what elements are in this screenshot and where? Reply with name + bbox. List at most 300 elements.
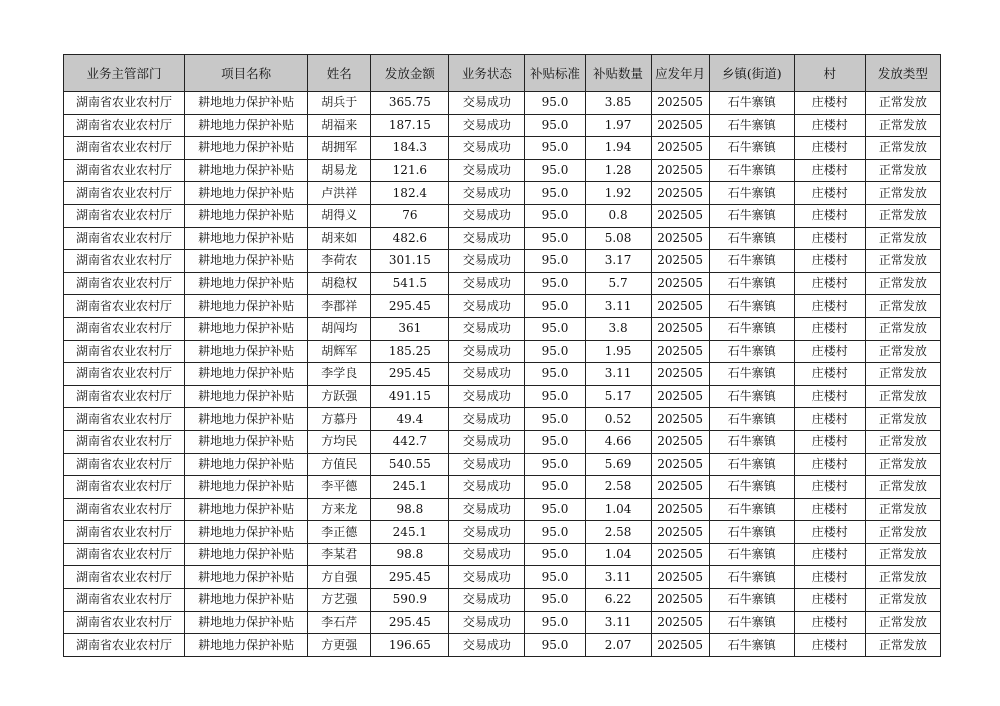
cell-township: 石牛寨镇 xyxy=(709,363,794,386)
cell-township: 石牛寨镇 xyxy=(709,272,794,295)
cell-standard: 95.0 xyxy=(525,137,585,160)
cell-status: 交易成功 xyxy=(449,363,525,386)
cell-status: 交易成功 xyxy=(449,204,525,227)
cell-type: 正常发放 xyxy=(865,453,940,476)
table-row xyxy=(64,137,941,160)
cell-township: 石牛寨镇 xyxy=(709,408,794,431)
cell-amount: 361 xyxy=(371,317,449,340)
col-header-quantity: 补贴数量 xyxy=(585,55,651,92)
cell-status: 交易成功 xyxy=(449,227,525,250)
cell-township: 石牛寨镇 xyxy=(709,137,794,160)
table-row xyxy=(64,363,941,386)
cell-quantity: 0.8 xyxy=(585,204,651,227)
cell-village: 庄楼村 xyxy=(794,543,865,566)
cell-quantity: 3.11 xyxy=(585,295,651,318)
cell-type: 正常发放 xyxy=(865,114,940,137)
cell-month: 202505 xyxy=(651,408,709,431)
cell-township: 石牛寨镇 xyxy=(709,634,794,657)
cell-name: 胡来如 xyxy=(308,227,371,250)
cell-department: 湖南省农业农村厅 xyxy=(64,430,185,453)
cell-name: 胡得义 xyxy=(308,204,371,227)
cell-name: 李某君 xyxy=(308,543,371,566)
table-row xyxy=(64,634,941,657)
cell-quantity: 2.58 xyxy=(585,521,651,544)
cell-project: 耕地地力保护补贴 xyxy=(185,295,308,318)
cell-township: 石牛寨镇 xyxy=(709,317,794,340)
table-row xyxy=(64,159,941,182)
cell-month: 202505 xyxy=(651,227,709,250)
cell-project: 耕地地力保护补贴 xyxy=(185,498,308,521)
cell-quantity: 3.11 xyxy=(585,363,651,386)
cell-village: 庄楼村 xyxy=(794,114,865,137)
cell-standard: 95.0 xyxy=(525,589,585,612)
cell-type: 正常发放 xyxy=(865,272,940,295)
cell-name: 方自强 xyxy=(308,566,371,589)
cell-village: 庄楼村 xyxy=(794,92,865,115)
cell-quantity: 1.92 xyxy=(585,182,651,205)
col-header-project: 项目名称 xyxy=(185,55,308,92)
cell-standard: 95.0 xyxy=(525,566,585,589)
cell-standard: 95.0 xyxy=(525,182,585,205)
cell-status: 交易成功 xyxy=(449,92,525,115)
cell-type: 正常发放 xyxy=(865,204,940,227)
cell-type: 正常发放 xyxy=(865,408,940,431)
cell-department: 湖南省农业农村厅 xyxy=(64,227,185,250)
cell-project: 耕地地力保护补贴 xyxy=(185,543,308,566)
cell-department: 湖南省农业农村厅 xyxy=(64,521,185,544)
col-header-department: 业务主管部门 xyxy=(64,55,185,92)
cell-department: 湖南省农业农村厅 xyxy=(64,543,185,566)
cell-project: 耕地地力保护补贴 xyxy=(185,182,308,205)
cell-quantity: 0.52 xyxy=(585,408,651,431)
cell-quantity: 3.11 xyxy=(585,611,651,634)
table-row xyxy=(64,317,941,340)
cell-month: 202505 xyxy=(651,430,709,453)
cell-department: 湖南省农业农村厅 xyxy=(64,272,185,295)
cell-department: 湖南省农业农村厅 xyxy=(64,476,185,499)
cell-quantity: 1.04 xyxy=(585,498,651,521)
cell-type: 正常发放 xyxy=(865,363,940,386)
cell-month: 202505 xyxy=(651,204,709,227)
cell-type: 正常发放 xyxy=(865,543,940,566)
cell-amount: 76 xyxy=(371,204,449,227)
table-row xyxy=(64,566,941,589)
cell-status: 交易成功 xyxy=(449,611,525,634)
cell-project: 耕地地力保护补贴 xyxy=(185,476,308,499)
cell-amount: 245.1 xyxy=(371,476,449,499)
table-row xyxy=(64,521,941,544)
cell-month: 202505 xyxy=(651,476,709,499)
cell-type: 正常发放 xyxy=(865,589,940,612)
table-row xyxy=(64,114,941,137)
cell-month: 202505 xyxy=(651,250,709,273)
cell-standard: 95.0 xyxy=(525,204,585,227)
cell-standard: 95.0 xyxy=(525,250,585,273)
cell-village: 庄楼村 xyxy=(794,430,865,453)
cell-village: 庄楼村 xyxy=(794,634,865,657)
col-header-village: 村 xyxy=(794,55,865,92)
cell-village: 庄楼村 xyxy=(794,363,865,386)
cell-month: 202505 xyxy=(651,363,709,386)
cell-month: 202505 xyxy=(651,521,709,544)
cell-project: 耕地地力保护补贴 xyxy=(185,92,308,115)
cell-type: 正常发放 xyxy=(865,159,940,182)
cell-type: 正常发放 xyxy=(865,385,940,408)
cell-standard: 95.0 xyxy=(525,385,585,408)
cell-month: 202505 xyxy=(651,453,709,476)
cell-department: 湖南省农业农村厅 xyxy=(64,408,185,431)
cell-quantity: 1.28 xyxy=(585,159,651,182)
cell-quantity: 5.08 xyxy=(585,227,651,250)
cell-status: 交易成功 xyxy=(449,521,525,544)
cell-township: 石牛寨镇 xyxy=(709,476,794,499)
cell-type: 正常发放 xyxy=(865,182,940,205)
cell-month: 202505 xyxy=(651,317,709,340)
subsidy-table xyxy=(63,54,941,657)
cell-village: 庄楼村 xyxy=(794,137,865,160)
cell-status: 交易成功 xyxy=(449,566,525,589)
cell-township: 石牛寨镇 xyxy=(709,566,794,589)
cell-status: 交易成功 xyxy=(449,476,525,499)
cell-status: 交易成功 xyxy=(449,408,525,431)
cell-name: 李平德 xyxy=(308,476,371,499)
cell-status: 交易成功 xyxy=(449,295,525,318)
cell-standard: 95.0 xyxy=(525,408,585,431)
cell-month: 202505 xyxy=(651,589,709,612)
cell-township: 石牛寨镇 xyxy=(709,498,794,521)
cell-standard: 95.0 xyxy=(525,453,585,476)
cell-amount: 182.4 xyxy=(371,182,449,205)
cell-department: 湖南省农业农村厅 xyxy=(64,250,185,273)
cell-quantity: 1.94 xyxy=(585,137,651,160)
table-row xyxy=(64,92,941,115)
cell-type: 正常发放 xyxy=(865,634,940,657)
cell-village: 庄楼村 xyxy=(794,272,865,295)
cell-amount: 301.15 xyxy=(371,250,449,273)
cell-type: 正常发放 xyxy=(865,137,940,160)
col-header-name: 姓名 xyxy=(308,55,371,92)
cell-quantity: 1.95 xyxy=(585,340,651,363)
cell-department: 湖南省农业农村厅 xyxy=(64,182,185,205)
cell-standard: 95.0 xyxy=(525,521,585,544)
table-row xyxy=(64,498,941,521)
cell-project: 耕地地力保护补贴 xyxy=(185,363,308,386)
cell-standard: 95.0 xyxy=(525,317,585,340)
cell-quantity: 2.58 xyxy=(585,476,651,499)
cell-village: 庄楼村 xyxy=(794,385,865,408)
cell-type: 正常发放 xyxy=(865,227,940,250)
cell-name: 卢洪祥 xyxy=(308,182,371,205)
cell-standard: 95.0 xyxy=(525,430,585,453)
cell-status: 交易成功 xyxy=(449,589,525,612)
cell-month: 202505 xyxy=(651,272,709,295)
cell-standard: 95.0 xyxy=(525,543,585,566)
cell-project: 耕地地力保护补贴 xyxy=(185,317,308,340)
cell-name: 方均民 xyxy=(308,430,371,453)
cell-department: 湖南省农业农村厅 xyxy=(64,611,185,634)
cell-department: 湖南省农业农村厅 xyxy=(64,634,185,657)
cell-name: 李正德 xyxy=(308,521,371,544)
cell-month: 202505 xyxy=(651,159,709,182)
cell-name: 胡拥军 xyxy=(308,137,371,160)
cell-month: 202505 xyxy=(651,92,709,115)
cell-status: 交易成功 xyxy=(449,543,525,566)
cell-township: 石牛寨镇 xyxy=(709,385,794,408)
cell-name: 方更强 xyxy=(308,634,371,657)
col-header-amount: 发放金额 xyxy=(371,55,449,92)
cell-type: 正常发放 xyxy=(865,317,940,340)
cell-department: 湖南省农业农村厅 xyxy=(64,363,185,386)
cell-type: 正常发放 xyxy=(865,611,940,634)
cell-name: 胡福来 xyxy=(308,114,371,137)
cell-village: 庄楼村 xyxy=(794,250,865,273)
cell-village: 庄楼村 xyxy=(794,204,865,227)
cell-standard: 95.0 xyxy=(525,498,585,521)
cell-township: 石牛寨镇 xyxy=(709,430,794,453)
cell-township: 石牛寨镇 xyxy=(709,589,794,612)
cell-amount: 295.45 xyxy=(371,295,449,318)
col-header-status: 业务状态 xyxy=(449,55,525,92)
cell-name: 方来龙 xyxy=(308,498,371,521)
cell-department: 湖南省农业农村厅 xyxy=(64,385,185,408)
cell-status: 交易成功 xyxy=(449,385,525,408)
cell-name: 方艺强 xyxy=(308,589,371,612)
cell-township: 石牛寨镇 xyxy=(709,250,794,273)
cell-amount: 185.25 xyxy=(371,340,449,363)
cell-department: 湖南省农业农村厅 xyxy=(64,137,185,160)
cell-month: 202505 xyxy=(651,114,709,137)
cell-township: 石牛寨镇 xyxy=(709,295,794,318)
cell-status: 交易成功 xyxy=(449,137,525,160)
cell-project: 耕地地力保护补贴 xyxy=(185,589,308,612)
cell-amount: 491.15 xyxy=(371,385,449,408)
cell-project: 耕地地力保护补贴 xyxy=(185,385,308,408)
cell-name: 李郡祥 xyxy=(308,295,371,318)
cell-department: 湖南省农业农村厅 xyxy=(64,92,185,115)
table-row xyxy=(64,385,941,408)
cell-standard: 95.0 xyxy=(525,159,585,182)
cell-amount: 196.65 xyxy=(371,634,449,657)
cell-quantity: 1.04 xyxy=(585,543,651,566)
cell-quantity: 5.69 xyxy=(585,453,651,476)
cell-amount: 295.45 xyxy=(371,363,449,386)
table-row xyxy=(64,408,941,431)
cell-village: 庄楼村 xyxy=(794,340,865,363)
cell-type: 正常发放 xyxy=(865,92,940,115)
cell-type: 正常发放 xyxy=(865,566,940,589)
cell-department: 湖南省农业农村厅 xyxy=(64,114,185,137)
cell-village: 庄楼村 xyxy=(794,498,865,521)
col-header-type: 发放类型 xyxy=(865,55,940,92)
cell-township: 石牛寨镇 xyxy=(709,159,794,182)
cell-standard: 95.0 xyxy=(525,340,585,363)
cell-month: 202505 xyxy=(651,543,709,566)
cell-name: 李石芹 xyxy=(308,611,371,634)
cell-standard: 95.0 xyxy=(525,227,585,250)
cell-township: 石牛寨镇 xyxy=(709,114,794,137)
cell-month: 202505 xyxy=(651,634,709,657)
cell-amount: 187.15 xyxy=(371,114,449,137)
cell-township: 石牛寨镇 xyxy=(709,543,794,566)
cell-standard: 95.0 xyxy=(525,476,585,499)
cell-standard: 95.0 xyxy=(525,363,585,386)
cell-type: 正常发放 xyxy=(865,295,940,318)
cell-name: 胡辉军 xyxy=(308,340,371,363)
cell-quantity: 4.66 xyxy=(585,430,651,453)
cell-month: 202505 xyxy=(651,340,709,363)
cell-village: 庄楼村 xyxy=(794,566,865,589)
cell-month: 202505 xyxy=(651,611,709,634)
cell-project: 耕地地力保护补贴 xyxy=(185,521,308,544)
cell-village: 庄楼村 xyxy=(794,521,865,544)
cell-amount: 295.45 xyxy=(371,611,449,634)
cell-standard: 95.0 xyxy=(525,272,585,295)
table-row xyxy=(64,611,941,634)
cell-quantity: 3.17 xyxy=(585,250,651,273)
cell-status: 交易成功 xyxy=(449,317,525,340)
cell-project: 耕地地力保护补贴 xyxy=(185,430,308,453)
cell-amount: 590.9 xyxy=(371,589,449,612)
table-row xyxy=(64,543,941,566)
cell-township: 石牛寨镇 xyxy=(709,340,794,363)
cell-quantity: 2.07 xyxy=(585,634,651,657)
cell-quantity: 3.8 xyxy=(585,317,651,340)
cell-quantity: 1.97 xyxy=(585,114,651,137)
cell-project: 耕地地力保护补贴 xyxy=(185,159,308,182)
cell-township: 石牛寨镇 xyxy=(709,521,794,544)
cell-village: 庄楼村 xyxy=(794,295,865,318)
cell-type: 正常发放 xyxy=(865,340,940,363)
cell-amount: 98.8 xyxy=(371,498,449,521)
cell-status: 交易成功 xyxy=(449,250,525,273)
cell-village: 庄楼村 xyxy=(794,611,865,634)
cell-amount: 49.4 xyxy=(371,408,449,431)
table-row xyxy=(64,272,941,295)
cell-village: 庄楼村 xyxy=(794,159,865,182)
cell-project: 耕地地力保护补贴 xyxy=(185,227,308,250)
table-row xyxy=(64,182,941,205)
cell-amount: 245.1 xyxy=(371,521,449,544)
cell-name: 方慕丹 xyxy=(308,408,371,431)
cell-type: 正常发放 xyxy=(865,521,940,544)
cell-department: 湖南省农业农村厅 xyxy=(64,340,185,363)
cell-amount: 540.55 xyxy=(371,453,449,476)
table-body xyxy=(64,92,941,657)
cell-village: 庄楼村 xyxy=(794,453,865,476)
cell-amount: 184.3 xyxy=(371,137,449,160)
cell-amount: 295.45 xyxy=(371,566,449,589)
cell-month: 202505 xyxy=(651,385,709,408)
table-row xyxy=(64,204,941,227)
cell-standard: 95.0 xyxy=(525,92,585,115)
cell-type: 正常发放 xyxy=(865,250,940,273)
cell-township: 石牛寨镇 xyxy=(709,204,794,227)
cell-quantity: 5.7 xyxy=(585,272,651,295)
cell-project: 耕地地力保护补贴 xyxy=(185,340,308,363)
cell-status: 交易成功 xyxy=(449,340,525,363)
cell-status: 交易成功 xyxy=(449,114,525,137)
cell-month: 202505 xyxy=(651,137,709,160)
cell-amount: 98.8 xyxy=(371,543,449,566)
cell-project: 耕地地力保护补贴 xyxy=(185,408,308,431)
cell-status: 交易成功 xyxy=(449,272,525,295)
cell-village: 庄楼村 xyxy=(794,408,865,431)
header-row xyxy=(64,55,941,92)
table-row xyxy=(64,295,941,318)
cell-amount: 365.75 xyxy=(371,92,449,115)
cell-month: 202505 xyxy=(651,498,709,521)
cell-standard: 95.0 xyxy=(525,611,585,634)
cell-village: 庄楼村 xyxy=(794,317,865,340)
cell-department: 湖南省农业农村厅 xyxy=(64,295,185,318)
cell-township: 石牛寨镇 xyxy=(709,611,794,634)
cell-status: 交易成功 xyxy=(449,634,525,657)
col-header-standard: 补贴标准 xyxy=(525,55,585,92)
cell-project: 耕地地力保护补贴 xyxy=(185,272,308,295)
cell-standard: 95.0 xyxy=(525,295,585,318)
cell-quantity: 3.85 xyxy=(585,92,651,115)
cell-township: 石牛寨镇 xyxy=(709,453,794,476)
table-row xyxy=(64,250,941,273)
cell-department: 湖南省农业农村厅 xyxy=(64,453,185,476)
cell-department: 湖南省农业农村厅 xyxy=(64,566,185,589)
cell-township: 石牛寨镇 xyxy=(709,182,794,205)
cell-name: 胡稳权 xyxy=(308,272,371,295)
cell-type: 正常发放 xyxy=(865,498,940,521)
cell-amount: 482.6 xyxy=(371,227,449,250)
cell-quantity: 6.22 xyxy=(585,589,651,612)
cell-township: 石牛寨镇 xyxy=(709,92,794,115)
cell-department: 湖南省农业农村厅 xyxy=(64,498,185,521)
cell-amount: 541.5 xyxy=(371,272,449,295)
cell-department: 湖南省农业农村厅 xyxy=(64,159,185,182)
cell-project: 耕地地力保护补贴 xyxy=(185,250,308,273)
cell-amount: 442.7 xyxy=(371,430,449,453)
cell-department: 湖南省农业农村厅 xyxy=(64,204,185,227)
cell-village: 庄楼村 xyxy=(794,227,865,250)
cell-name: 李荷农 xyxy=(308,250,371,273)
cell-standard: 95.0 xyxy=(525,634,585,657)
cell-status: 交易成功 xyxy=(449,159,525,182)
cell-name: 胡闯均 xyxy=(308,317,371,340)
cell-amount: 121.6 xyxy=(371,159,449,182)
cell-project: 耕地地力保护补贴 xyxy=(185,566,308,589)
cell-status: 交易成功 xyxy=(449,430,525,453)
cell-township: 石牛寨镇 xyxy=(709,227,794,250)
cell-month: 202505 xyxy=(651,295,709,318)
col-header-township: 乡镇(街道) xyxy=(709,55,794,92)
cell-project: 耕地地力保护补贴 xyxy=(185,137,308,160)
cell-type: 正常发放 xyxy=(865,430,940,453)
cell-project: 耕地地力保护补贴 xyxy=(185,114,308,137)
cell-name: 方值民 xyxy=(308,453,371,476)
table-row xyxy=(64,227,941,250)
cell-month: 202505 xyxy=(651,182,709,205)
table-row xyxy=(64,340,941,363)
cell-status: 交易成功 xyxy=(449,498,525,521)
cell-village: 庄楼村 xyxy=(794,182,865,205)
cell-department: 湖南省农业农村厅 xyxy=(64,589,185,612)
table-row xyxy=(64,453,941,476)
cell-name: 方跃强 xyxy=(308,385,371,408)
table-row xyxy=(64,430,941,453)
cell-status: 交易成功 xyxy=(449,453,525,476)
cell-village: 庄楼村 xyxy=(794,476,865,499)
cell-department: 湖南省农业农村厅 xyxy=(64,317,185,340)
cell-project: 耕地地力保护补贴 xyxy=(185,634,308,657)
cell-project: 耕地地力保护补贴 xyxy=(185,611,308,634)
cell-month: 202505 xyxy=(651,566,709,589)
